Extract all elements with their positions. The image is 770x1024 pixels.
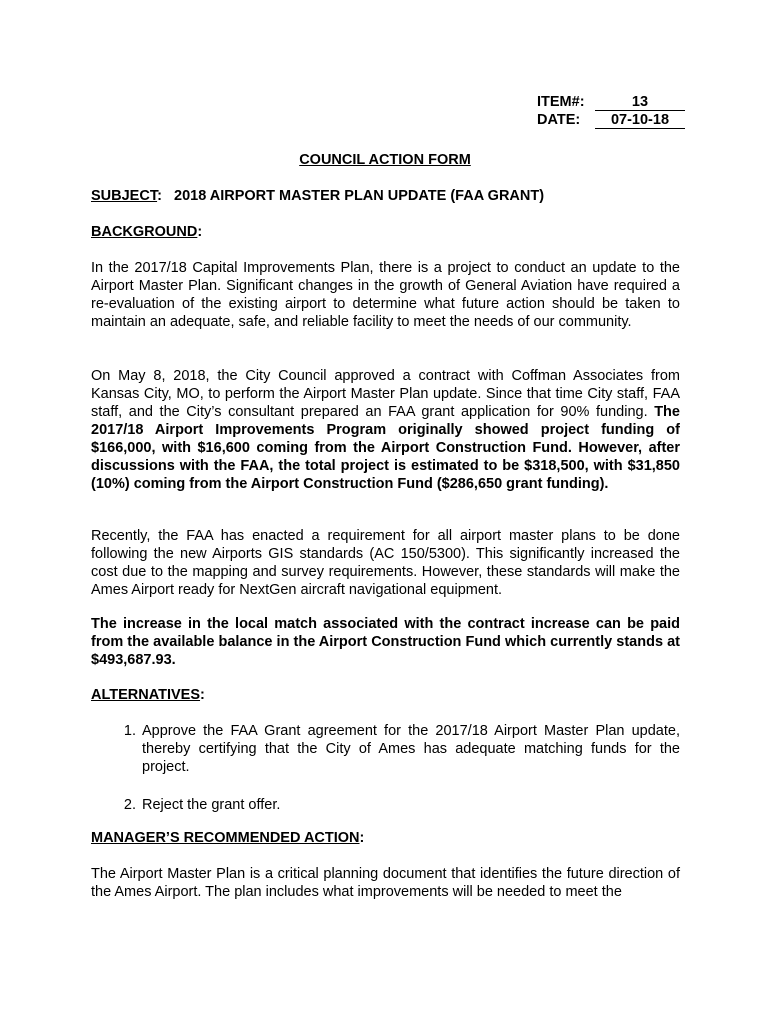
list-item-number: 2. (123, 797, 136, 813)
item-number-label: ITEM#: (537, 94, 585, 110)
background-paragraph-2 (91, 367, 680, 493)
background-heading-text: BACKGROUND (91, 224, 198, 240)
item-date-block (537, 93, 685, 129)
background-paragraph-1: In the 2017/18 Capital Improvements Plan, there is a project to conduct an update to the Airport Master Plan. Significant changes in the growth of General Aviation have required a re-evaluation of the existing airport to determine what future action should be taken to maintain an adequate, safe, and reliable facility to meet the needs of our community. (91, 260, 680, 330)
list-item (91, 722, 680, 776)
date-value: 07-10-18 (595, 112, 685, 129)
background-paragraph-4: The increase in the local match associated with the contract increase can be paid from the available balance in the Airport Construction Fund which currently stands at $493,687.93. (91, 616, 680, 668)
item-number-row (537, 93, 685, 111)
list-item-text: Approve the FAA Grant agreement for the 2017/18 Airport Master Plan update, thereby certifying that the City of Ames has adequate matching funds for the project. (142, 723, 680, 775)
background-paragraph-2-bold: The 2017/18 Airport Improvements Program originally showed project funding of $166,000, with $16,600 coming from the Airport Construction Fund. However, after discussions with the FAA, the total project is estimated to be $318,500, with $31,850 (10%) coming from the Airport Construction Fund ($286,650 grant funding). (91, 404, 680, 492)
date-label: DATE: (537, 112, 581, 128)
list-item-text: Reject the grant offer. (142, 797, 281, 813)
alternatives-list (91, 722, 680, 814)
background-heading: BACKGROUND: (91, 224, 203, 240)
background-paragraph-2-plain: On May 8, 2018, the City Council approved a contract with Coffman Associates from Kansas City, MO, to perform the Airport Master Plan update. Since that time City staff, FAA staff, and the City’s consultant prepared an FAA grant application for 90% funding. (91, 368, 680, 420)
manager-recommendation-heading: MANAGER’S RECOMMENDED ACTION: (91, 830, 365, 846)
date-row (537, 111, 685, 129)
subject-colon: : (157, 188, 174, 204)
subject-line (91, 187, 680, 205)
manager-paragraph: The Airport Master Plan is a critical planning document that identifies the future direction of the Ames Airport. The plan includes what improvements will be needed to meet the (91, 866, 680, 900)
alternatives-heading: ALTERNATIVES: (91, 687, 205, 703)
subject-label: SUBJECT (91, 188, 158, 204)
manager-heading-text: MANAGER’S RECOMMENDED ACTION (91, 830, 360, 846)
form-title (0, 151, 770, 169)
form-title-text: COUNCIL ACTION FORM (299, 152, 471, 168)
list-item-number: 1. (123, 723, 136, 739)
item-number-value: 13 (595, 94, 685, 111)
subject-text: 2018 AIRPORT MASTER PLAN UPDATE (FAA GRANT) (174, 188, 545, 204)
background-paragraph-3: Recently, the FAA has enacted a requirement for all airport master plans to be done following the new Airports GIS standards (AC 150/5300). This significantly increased the cost due to the mapping and survey requirements. However, these standards will make the Ames Airport ready for NextGen aircraft navigational equipment. (91, 528, 680, 598)
alternatives-heading-text: ALTERNATIVES (91, 687, 201, 703)
list-item (91, 796, 680, 814)
